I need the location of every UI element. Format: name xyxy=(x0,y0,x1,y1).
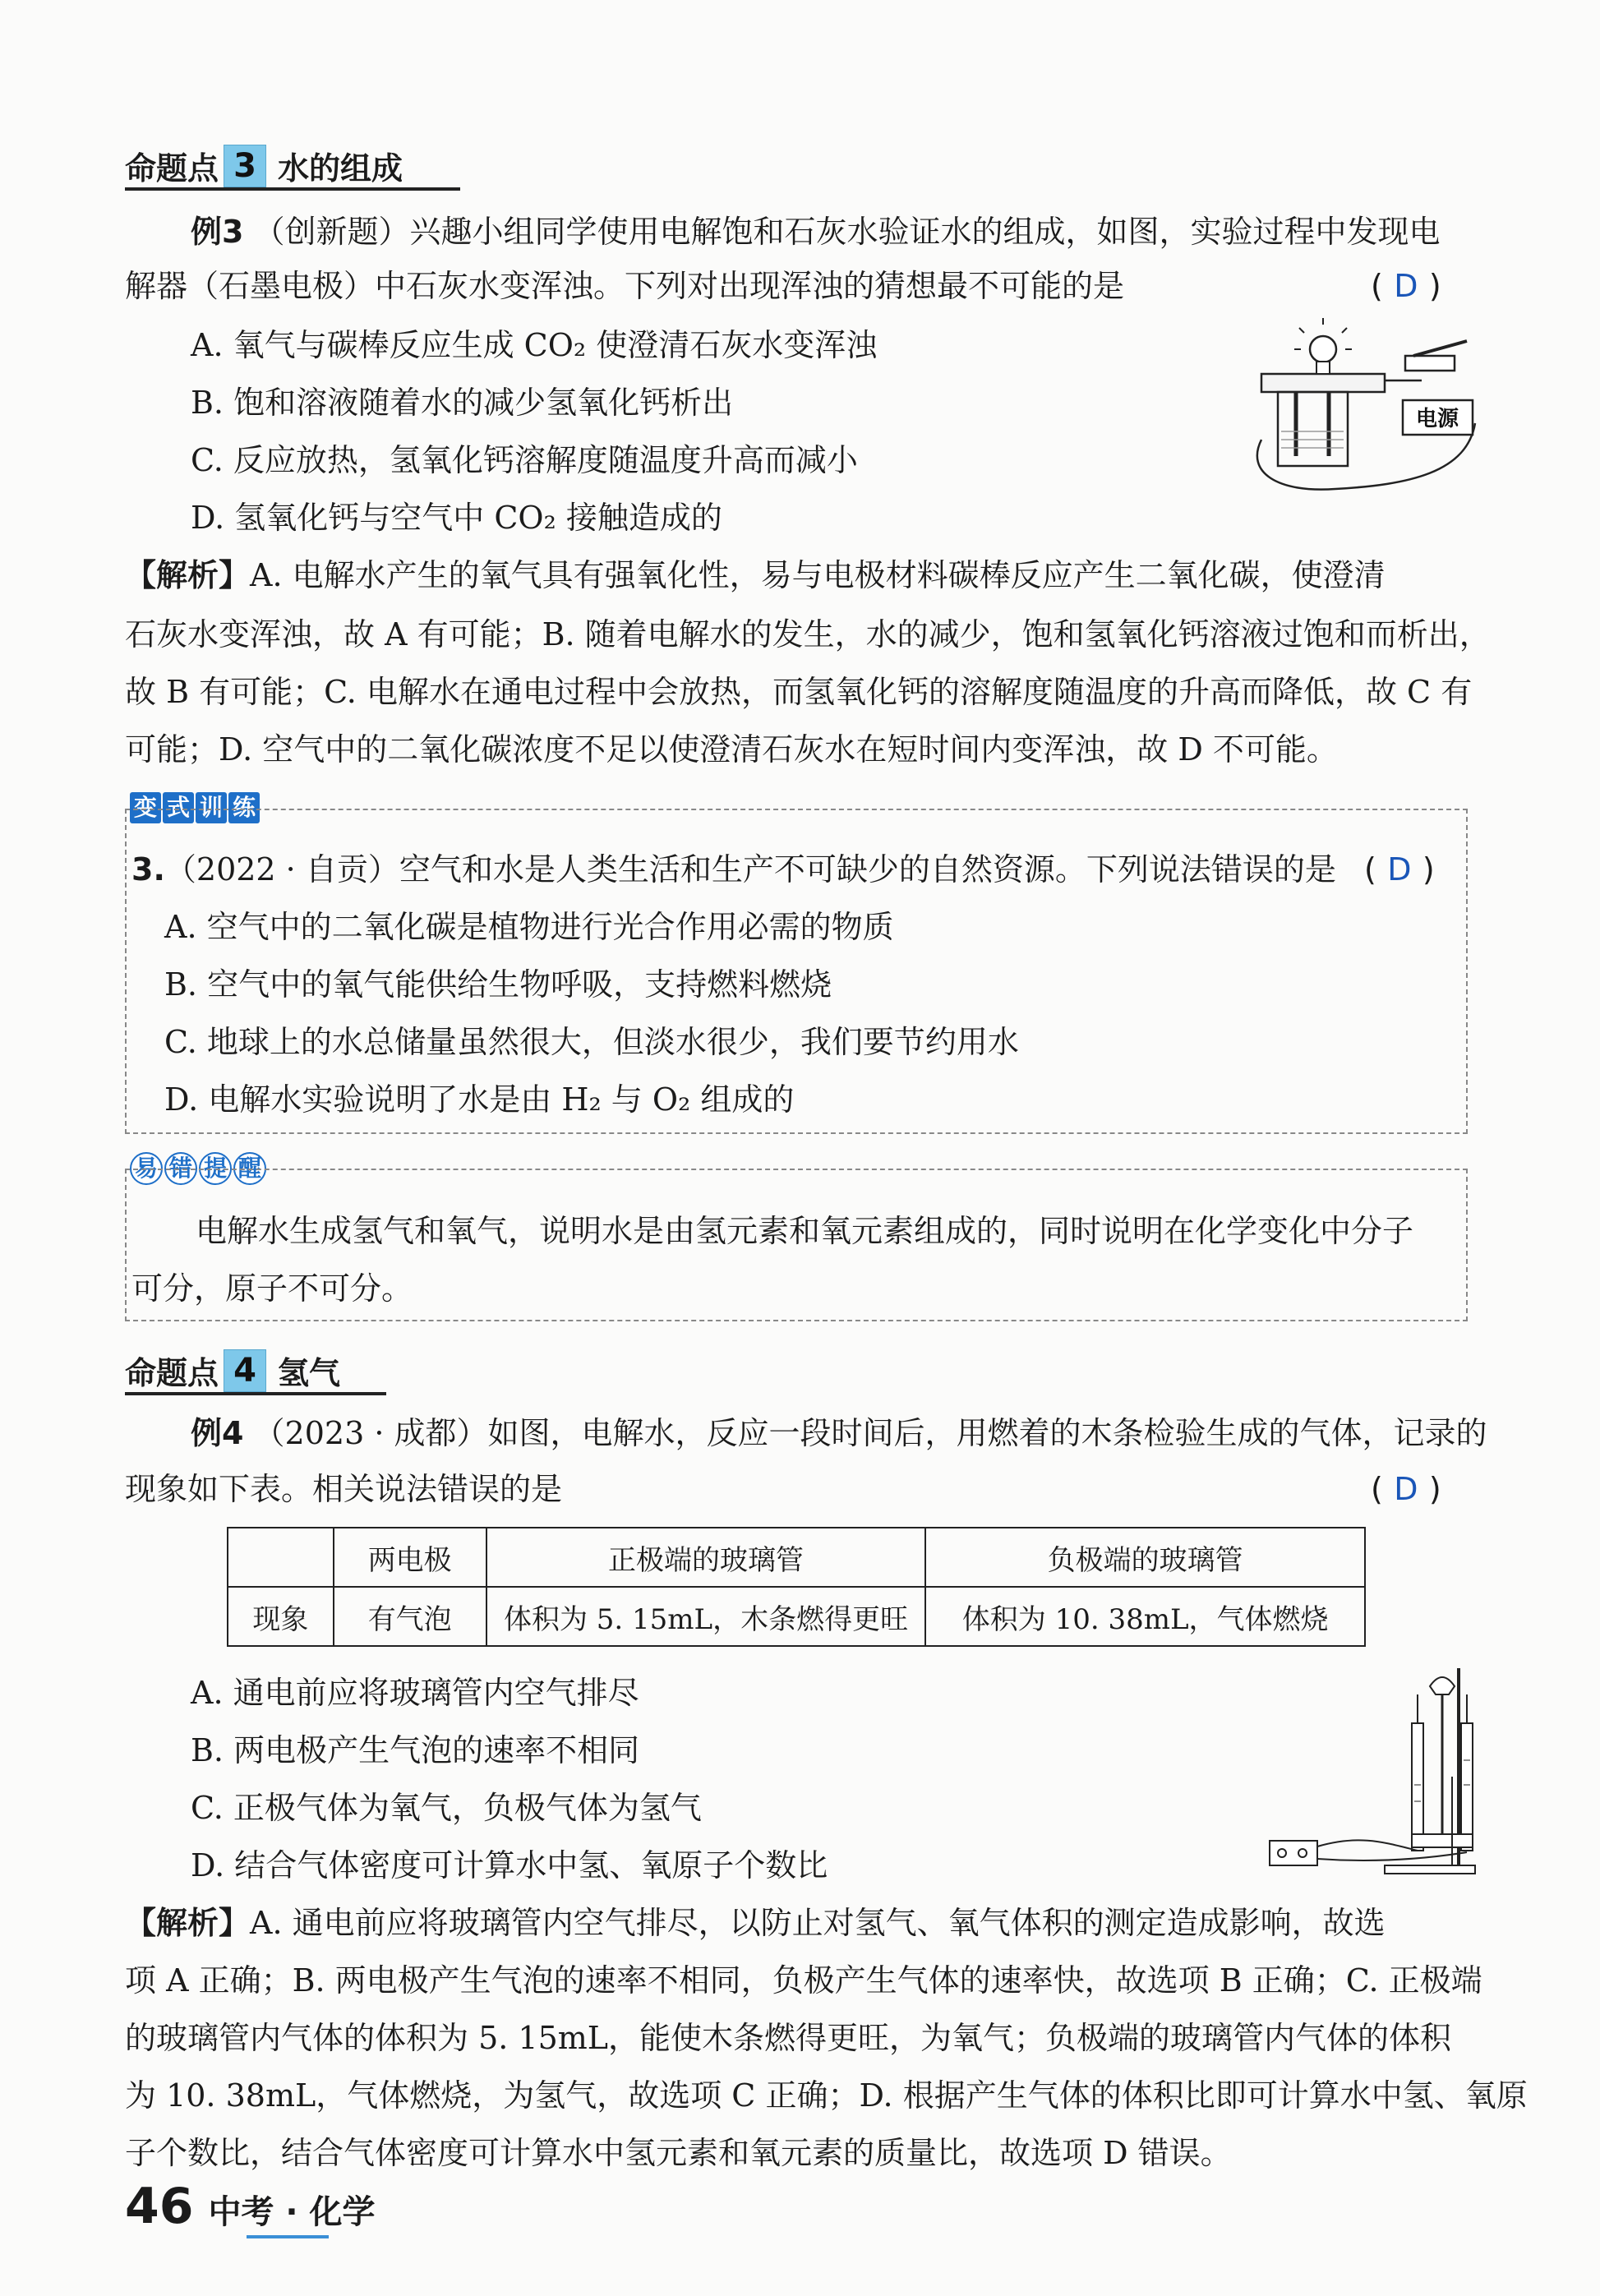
section-label: 命题点 xyxy=(125,1355,219,1391)
practice-answer-bracket: ( D ) xyxy=(1364,851,1435,888)
practice-tag-char: 训 xyxy=(196,792,227,823)
page-number: 46 xyxy=(125,2178,194,2235)
example4-analysis-line2: 项 A 正确；B. 两电极产生气泡的速率不相同，负极产生气体的速率快，故选项 B 正确；C. 正极端 xyxy=(125,1962,1482,1999)
section-underline xyxy=(125,187,460,191)
example3-option-d: D. 氢氧化钙与空气中 CO₂ 接触造成的 xyxy=(191,500,722,536)
table-row xyxy=(228,1587,1365,1646)
section-underline xyxy=(125,1392,386,1395)
example3-answer-bracket: ( D ) xyxy=(1371,268,1441,304)
analysis-text: A. 电解水产生的氧气具有强氧化性，易与电极材料碳棒反应产生二氧化碳，使澄清 xyxy=(250,557,1386,593)
section-title: 水的组成 xyxy=(278,150,403,187)
electrolysis-figure-svg xyxy=(1245,316,1483,497)
practice-answer: D xyxy=(1387,851,1412,888)
example4-label: 例4 xyxy=(191,1415,244,1451)
electrolysis-figure xyxy=(1245,316,1483,497)
practice-tag-char: 练 xyxy=(228,792,260,823)
table-cell: 两电极 xyxy=(334,1528,486,1587)
example3-option-b: B. 饱和溶液随着水的减少氢氧化钙析出 xyxy=(191,385,734,421)
example3-analysis-line3: 故 B 有可能；C. 电解水在通电过程中会放热，而氢氧化钙的溶解度随温度的升高而降低，故 C 有 xyxy=(125,674,1473,710)
practice-tag-char: 式 xyxy=(163,792,194,823)
example3-analysis-line4: 可能；D. 空气中的二氧化碳浓度不足以使澄清石灰水在短时间内变浑浊，故 D 不可能。 xyxy=(125,731,1338,768)
hofmann-apparatus-svg xyxy=(1261,1662,1479,1877)
example4-analysis-line4: 为 10. 38mL，气体燃烧，为氢气，故选项 C 正确；D. 根据产生气体的体积比即可计算水中氢、氧原 xyxy=(125,2077,1528,2114)
section-title: 氢气 xyxy=(278,1355,341,1391)
power-supply-label: 电源 xyxy=(1415,407,1459,431)
example4-option-d: D. 结合气体密度可计算水中氢、氧原子个数比 xyxy=(191,1847,828,1883)
reminder-tag-char: 错 xyxy=(164,1152,197,1185)
table-cell: 正极端的玻璃管 xyxy=(486,1528,926,1587)
example3-label: 例3 xyxy=(191,214,244,250)
section-header-4 xyxy=(125,1348,340,1393)
page-footer xyxy=(125,2178,376,2235)
example3-answer: D xyxy=(1394,268,1418,304)
example3-stem-line2: 解器（石墨电极）中石灰水变浑浊。下列对出现浑浊的猜想最不可能的是 xyxy=(125,268,1125,304)
example4-option-c: C. 正极气体为氧气，负极气体为氢气 xyxy=(191,1790,702,1826)
observation-table xyxy=(227,1527,1366,1647)
practice-option-a: A. 空气中的二氧化碳是植物进行光合作用必需的物质 xyxy=(164,909,894,945)
table-cell: 体积为 5. 15mL，木条燃得更旺 xyxy=(486,1587,926,1646)
section-label: 命题点 xyxy=(125,150,219,187)
table-cell xyxy=(228,1528,334,1587)
analysis-label: 【解析】 xyxy=(125,1905,251,1941)
practice-tag-char: 变 xyxy=(130,792,161,823)
hofmann-apparatus-figure xyxy=(1261,1662,1479,1877)
example3-analysis-line1 xyxy=(125,556,1386,595)
example4-stem-line1 xyxy=(191,1413,1487,1453)
analysis-text: A. 通电前应将玻璃管内空气排尽，以防止对氢气、氧气体积的测定造成影响，故选 xyxy=(250,1905,1386,1941)
table-cell: 有气泡 xyxy=(334,1587,486,1646)
table-cell: 现象 xyxy=(228,1587,334,1646)
reminder-tag-char: 提 xyxy=(199,1152,232,1185)
practice-question-number: 3. xyxy=(131,851,165,888)
table-cell: 体积为 10. 38mL，气体燃烧 xyxy=(925,1587,1365,1646)
reminder-line2: 可分，原子不可分。 xyxy=(131,1270,413,1307)
analysis-label: 【解析】 xyxy=(125,557,251,593)
example3-option-c: C. 反应放热，氢氧化钙溶解度随温度升高而减小 xyxy=(191,442,858,478)
example4-answer: D xyxy=(1394,1471,1418,1507)
section-number: 3 xyxy=(224,145,266,187)
example3-stem-text: （创新题）兴趣小组同学使用电解饱和石灰水验证水的组成，如图，实验过程中发现电 xyxy=(253,214,1441,250)
example4-option-b: B. 两电极产生气泡的速率不相同 xyxy=(191,1732,640,1768)
section-header-3 xyxy=(125,143,403,188)
example4-option-a: A. 通电前应将玻璃管内空气排尽 xyxy=(191,1675,639,1711)
practice-option-c: C. 地球上的水总储量虽然很大，但淡水很少，我们要节约用水 xyxy=(164,1024,1019,1060)
reminder-tag-char: 易 xyxy=(130,1152,163,1185)
example3-option-a: A. 氧气与碳棒反应生成 CO₂ 使澄清石灰水变浑浊 xyxy=(191,327,878,363)
example3-stem-line1 xyxy=(191,212,1441,251)
practice-option-b: B. 空气中的氧气能供给生物呼吸，支持燃料燃烧 xyxy=(164,966,832,1003)
table-header-row xyxy=(228,1528,1365,1587)
footer-subject: 中考 · 化学 xyxy=(208,2193,376,2231)
reminder-tag-char: 醒 xyxy=(233,1152,266,1185)
footer-underline xyxy=(247,2235,329,2238)
table-cell: 负极端的玻璃管 xyxy=(925,1528,1365,1587)
example4-stem-line2: 现象如下表。相关说法错误的是 xyxy=(125,1471,563,1507)
example4-answer-bracket: ( D ) xyxy=(1371,1471,1441,1507)
reminder-line1: 电解水生成氢气和氧气，说明水是由氢元素和氧元素组成的，同时说明在化学变化中分子 xyxy=(196,1213,1414,1249)
example4-analysis-line5: 子个数比，结合气体密度可计算水中氢元素和氧元素的质量比，故选项 D 错误。 xyxy=(125,2135,1232,2171)
section-number: 4 xyxy=(224,1349,266,1392)
example4-analysis-line1 xyxy=(125,1903,1386,1943)
practice-question-text: （2022 · 自贡）空气和水是人类生活和生产不可缺少的自然资源。下列说法错误的是 xyxy=(164,851,1336,888)
example3-analysis-line2: 石灰水变浑浊，故 A 有可能；B. 随着电解水的发生，水的减少，饱和氢氧化钙溶液过饱和而析出， xyxy=(125,616,1491,652)
example4-analysis-line3: 的玻璃管内气体的体积为 5. 15mL，能使木条燃得更旺，为氧气；负极端的玻璃管内气体的体积 xyxy=(125,2020,1452,2056)
practice-question-stem xyxy=(131,850,1336,889)
example4-stem-text: （2023 · 成都）如图，电解水，反应一段时间后，用燃着的木条检验生成的气体，记录的 xyxy=(253,1415,1487,1451)
practice-option-d: D. 电解水实验说明了水是由 H₂ 与 O₂ 组成的 xyxy=(164,1081,795,1118)
